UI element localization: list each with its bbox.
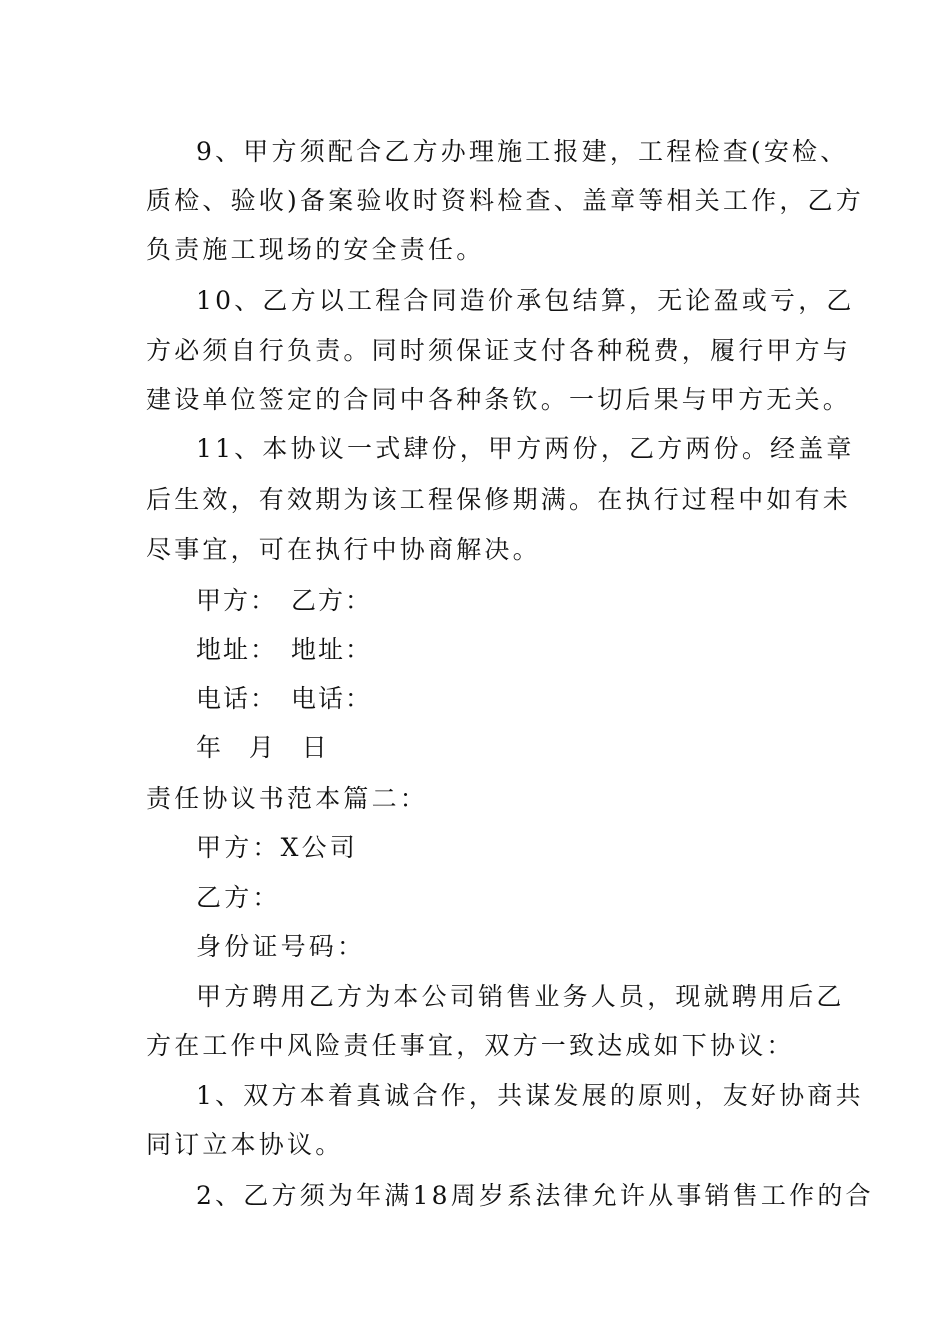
clause-9-line-2: 质检、验收)备案验收时资料检查、盖章等相关工作，乙方 — [146, 186, 864, 215]
signature-address-row — [196, 635, 856, 665]
section-2-intro-line-2: 方在工作中风险责任事宜，双方一致达成如下协议： — [146, 1031, 795, 1060]
clause-10-line-2: 方必须自行负责。同时须保证支付各种税费，履行甲方与 — [146, 336, 852, 365]
signature-parties-row — [196, 586, 856, 616]
address-b-label: 地址： — [291, 635, 373, 664]
section-2-party-a: 甲方：X公司 — [196, 833, 358, 862]
party-b-label: 乙方： — [291, 586, 373, 615]
party-a-label: 甲方： — [196, 586, 278, 615]
clause-9-line-3: 负责施工现场的安全责任。 — [146, 235, 485, 264]
section-2-heading: 责任协议书范本篇二： — [146, 784, 429, 813]
section-2-clause-1-line-1: 1、双方本着真诚合作，共谋发展的原则，友好协商共 — [196, 1081, 864, 1110]
section-2-clause-1-line-2: 同订立本协议。 — [146, 1130, 344, 1159]
clause-10-line-3: 建设单位签定的合同中各种条钦。一切后果与甲方无关。 — [146, 385, 852, 414]
clause-11-line-2: 后生效，有效期为该工程保修期满。在执行过程中如有未 — [146, 485, 852, 514]
signature-date-line: 年 月 日 — [196, 733, 331, 762]
section-2-id-number: 身份证号码： — [196, 932, 366, 961]
signature-phone-row — [196, 684, 856, 714]
clause-11-line-1: 11、本协议一式肆份，甲方两份，乙方两份。经盖章 — [196, 434, 855, 463]
section-2-clause-2-line-1: 2、乙方须为年满18周岁系法律允许从事销售工作的合 — [196, 1181, 874, 1210]
section-2-party-b: 乙方： — [196, 883, 281, 912]
clause-9-line-1: 9、甲方须配合乙方办理施工报建，工程检查(安检、 — [196, 137, 849, 166]
clause-11-line-3: 尽事宜，可在执行中协商解决。 — [146, 535, 541, 564]
phone-a-label: 电话： — [196, 684, 278, 713]
address-a-label: 地址： — [196, 635, 278, 664]
clause-10-line-1: 10、乙方以工程合同造价承包结算，无论盈或亏，乙 — [196, 286, 855, 315]
section-2-intro-line-1: 甲方聘用乙方为本公司销售业务人员，现就聘用后乙 — [196, 982, 845, 1011]
phone-b-label: 电话： — [291, 684, 373, 713]
